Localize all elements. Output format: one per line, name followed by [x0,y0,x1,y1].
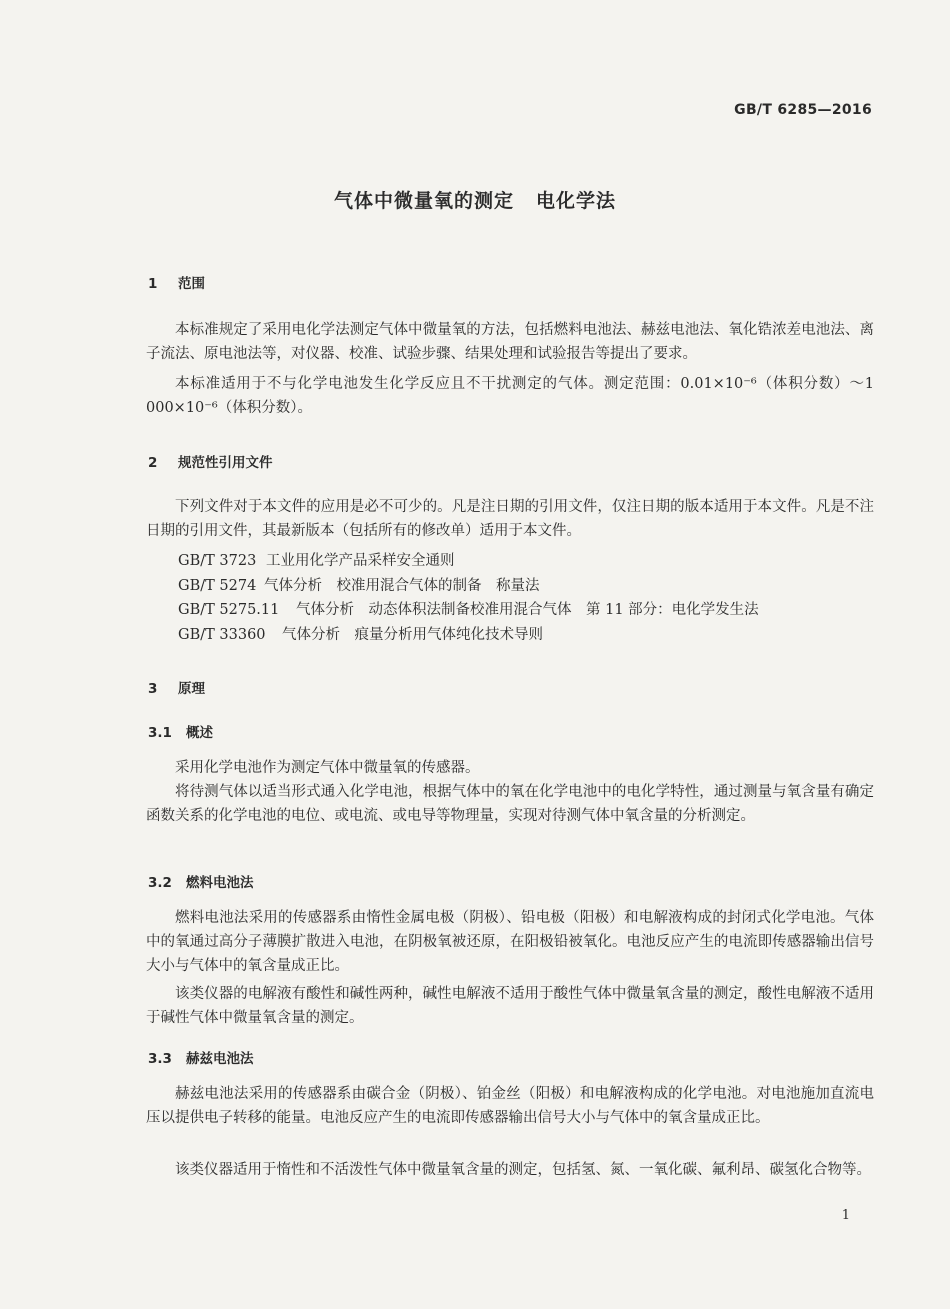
section-3-2-heading: 3.2 燃料电池法 [148,875,254,891]
section-2-paragraph-1: 下列文件对于本文件的应用是必不可少的。凡是注日期的引用文件，仅注日期的版本适用于本文件。凡是不注日期的引用文件，其最新版本（包括所有的修改单）适用于本文件。 [146,499,874,539]
section-3-heading: 3 原理 [148,681,205,697]
section-3-2-paragraph-2: 该类仪器的电解液有酸性和碱性两种，碱性电解液不适用于酸性气体中微量氧含量的测定，酸性电解液不适用于碱性气体中微量氧含量的测定。 [146,986,874,1026]
standard-code: GB/T 6285—2016 [734,102,872,118]
section-3-1-heading: 3.1 概述 [148,725,213,741]
section-1-paragraph-1: 本标准规定了采用电化学法测定气体中微量氧的方法，包括燃料电池法、赫兹电池法、氧化锆浓差电池法、离子流法、原电池法等，对仪器、校准、试验步骤、结果处理和试验报告等提出了要求。 [146,322,874,362]
section-3-3-paragraph-1: 赫兹电池法采用的传感器系由碳合金（阴极）、铂金丝（阳极）和电解液构成的化学电池。对电池施加直流电压以提供电子转移的能量。电池反应产生的电流即传感器输出信号大小与气体中的氧含量成正比。 [146,1086,874,1126]
section-1-paragraph-2: 本标准适用于不与化学电池发生化学反应且不干扰测定的气体。测定范围：0.01×10⁻⁶（体积分数）～1 000×10⁻⁶（体积分数）。 [146,376,874,416]
section-3-3-heading: 3.3 赫兹电池法 [148,1051,254,1067]
section-3-2-paragraph-1: 燃料电池法采用的传感器系由惰性金属电极（阴极）、铅电极（阳极）和电解液构成的封闭式化学电池。气体中的氧通过高分子薄膜扩散进入电池，在阴极氧被还原，在阳极铅被氧化。电池反应产生的电流即传感器输出信号大小与气体中的氧含量成正比。 [146,910,874,974]
document-title [0,186,950,213]
title-method: 电化学法 [536,190,617,212]
page-number: 1 [841,1208,850,1223]
section-3-3-paragraph-2: 该类仪器适用于惰性和不活泼性气体中微量氧含量的测定，包括氢、氮、一氧化碳、氟利昂、碳氢化合物等。 [175,1162,871,1178]
section-3-1-paragraph-1: 采用化学电池作为测定气体中微量氧的传感器。 [175,760,480,776]
reference-item: GB/T 3723 工业用化学产品采样安全通则 [178,553,455,569]
section-2-heading: 2 规范性引用文件 [148,455,273,471]
reference-item: GB/T 33360 气体分析 痕量分析用气体纯化技术导则 [178,627,543,643]
section-3-1-paragraph-2: 将待测气体以适当形式通入化学电池，根据气体中的氧在化学电池中的电化学特性，通过测量与氧含量有确定函数关系的化学电池的电位、或电流、或电导等物理量，实现对待测气体中氧含量的分析测定。 [146,784,874,824]
reference-item: GB/T 5275.11 气体分析 动态体积法制备校准用混合气体 第 11 部分：电化学发生法 [178,602,759,618]
title-main: 气体中微量氧的测定 [333,190,514,212]
reference-item: GB/T 5274 气体分析 校准用混合气体的制备 称量法 [178,578,540,594]
section-1-heading: 1 范围 [148,276,205,292]
